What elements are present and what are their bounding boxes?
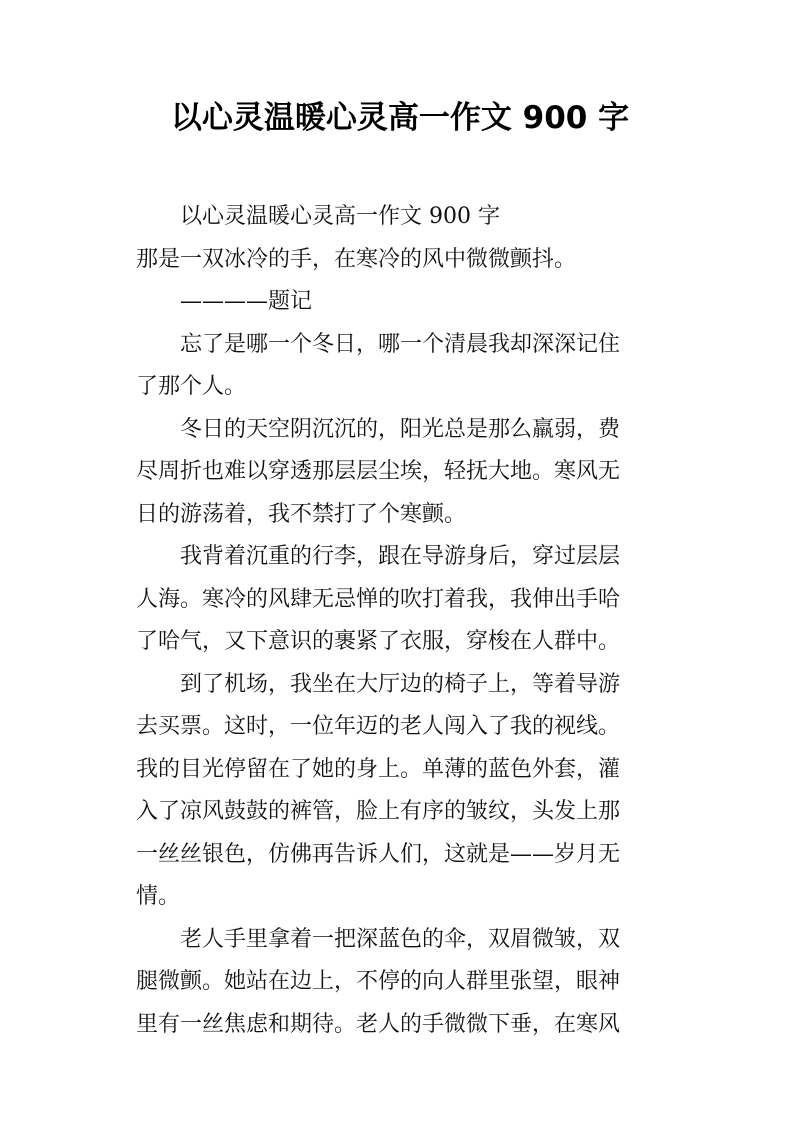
text-line: 去买票。这时，一位年迈的老人闯入了我的视线。 xyxy=(136,714,621,739)
text-line: 人海。寒冷的风肆无忌惮的吹打着我，我伸出手哈 xyxy=(136,586,621,612)
text-line: 尽周折也难以穿透那层层尘埃，轻抚大地。寒风无 xyxy=(136,459,621,484)
text-line: 入了凉风鼓鼓的裤管，脸上有序的皱纹，头发上那 xyxy=(136,799,621,824)
text-line: 我的目光停留在了她的身上。单薄的蓝色外套，灌 xyxy=(136,756,621,782)
text-line: 日的游荡着，我不禁打了个寒颤。 xyxy=(136,501,467,527)
document-title: 以心灵温暖心灵高一作文 900 字 xyxy=(170,100,630,136)
text-line: 冬日的天空阴沉沉的，阳光总是那么羸弱，费 xyxy=(180,416,621,442)
document-body xyxy=(136,196,664,1046)
text-line: 了哈气，又下意识的裹紧了衣服，穿梭在人群中。 xyxy=(136,629,621,654)
text-line: 以心灵温暖心灵高一作文 900 字 xyxy=(180,204,500,229)
text-line: 老人手里拿着一把深蓝色的伞，双眉微皱，双 xyxy=(180,926,621,952)
text-line: 那是一双冰冷的手，在寒冷的风中微微颤抖。 xyxy=(136,246,577,272)
text-line: 了那个人。 xyxy=(136,374,247,399)
text-line: 腿微颤。她站在边上，不停的向人群里张望，眼神 xyxy=(136,969,621,994)
text-line: ————题记 xyxy=(180,289,313,314)
text-line: 情。 xyxy=(136,884,181,909)
text-line: 里有一丝焦虑和期待。老人的手微微下垂，在寒风 xyxy=(136,1011,621,1037)
text-line: 我背着沉重的行李，跟在导游身后，穿过层层 xyxy=(180,544,621,569)
text-line: 一丝丝银色，仿佛再告诉人们，这就是——岁月无 xyxy=(136,841,621,867)
text-line: 到了机场，我坐在大厅边的椅子上，等着导游 xyxy=(180,671,621,697)
text-line: 忘了是哪一个冬日，哪一个清晨我却深深记住 xyxy=(180,331,621,357)
